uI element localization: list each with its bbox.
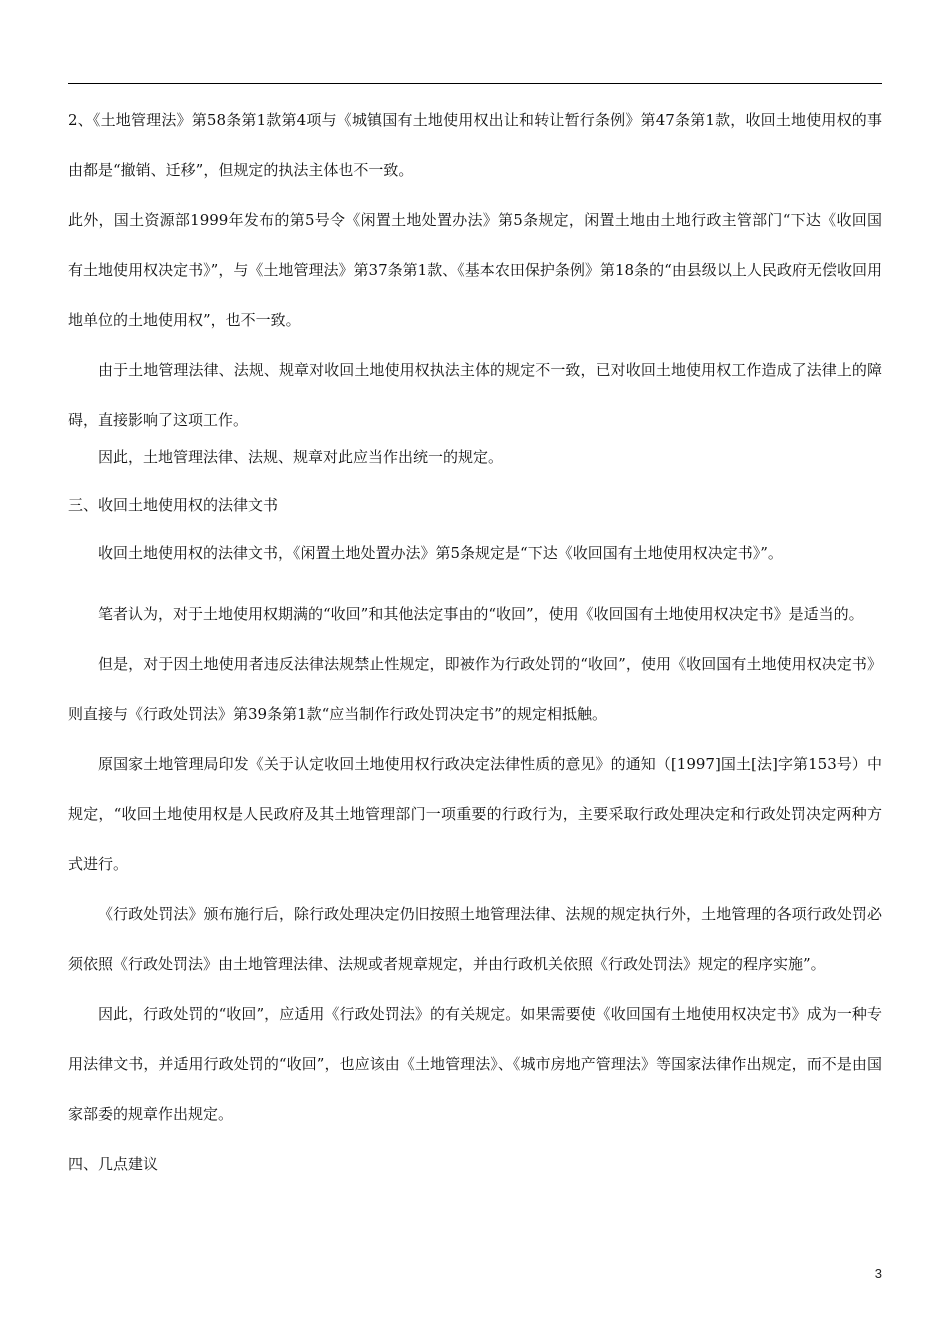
paragraph-penalty-law: 《行政处罚法》颁布施行后，除行政处理决定仍旧按照土地管理法律、法规的规定执行外，土地管理的各项行政处罚必须依照《行政处罚法》由土地管理法律、法规或者规章规定，并由行政机关依照《行政处罚法》规定的程序实施”。 (68, 905, 882, 973)
paragraph-idle-land-measures: 此外，国土资源部1999年发布的第5号令《闲置土地处置办法》第5条规定，闲置土地由土地行政主管部门“下达《收回国有土地使用权决定书》”，与《土地管理法》第37条第1款、《基本农田保护条例》第18条的“由县级以上人民政府无偿收回用地单位的土地使用权”，也不一致。 (68, 211, 882, 329)
paragraph-author-view: 笔者认为，对于土地使用权期满的“收回”和其他法定事由的“收回”，使用《收回国有土地使用权决定书》是适当的。 (98, 605, 864, 623)
section-heading-3: 三、收回土地使用权的法律文书 (68, 496, 279, 514)
paragraph-bureau-notice: 原国家土地管理局印发《关于认定收回土地使用权行政决定法律性质的意见》的通知（[1997]国土[法]字第153号）中规定，“收回土地使用权是人民政府及其土地管理部门一项重要的行政行为，主要采取行政处理决定和行政处罚决定两种方式进行。 (68, 755, 882, 873)
paragraph-conflict: 但是，对于因土地使用者违反法律法规禁止性规定，即被作为行政处罚的“收回”，使用《收回国有土地使用权决定书》则直接与《行政处罚法》第39条第1款“应当制作行政处罚决定书”的规定相抵触。 (68, 655, 882, 723)
page-number: 3 (874, 1266, 882, 1281)
document-body (68, 95, 882, 1189)
paragraph-legal-obstacle: 由于土地管理法律、法规、规章对收回土地使用权执法主体的规定不一致，已对收回土地使用权工作造成了法律上的障碍，直接影响了这项工作。 (68, 361, 882, 429)
header-rule (68, 83, 882, 84)
paragraph-enforcement-item-2: 2、《土地管理法》第58条第1款第4项与《城镇国有土地使用权出让和转让暂行条例》第47条第1款，收回土地使用权的事由都是“撤销、迁移”，但规定的执法主体也不一致。 (68, 111, 882, 179)
paragraph-conclusion: 因此，行政处罚的“收回”，应适用《行政处罚法》的有关规定。如果需要使《收回国有土地使用权决定书》成为一种专用法律文书，并适用行政处罚的“收回”，也应该由《土地管理法》、《城市房地产管理法》等国家法律作出规定，而不是由国家部委的规章作出规定。 (68, 1005, 882, 1123)
section-heading-4: 四、几点建议 (68, 1155, 159, 1173)
paragraph-legal-instrument: 收回土地使用权的法律文书，《闲置土地处置办法》第5条规定是“下达《收回国有土地使用权决定书》”。 (98, 544, 783, 562)
paragraph-unified-rules: 因此，土地管理法律、法规、规章对此应当作出统一的规定。 (98, 448, 504, 466)
